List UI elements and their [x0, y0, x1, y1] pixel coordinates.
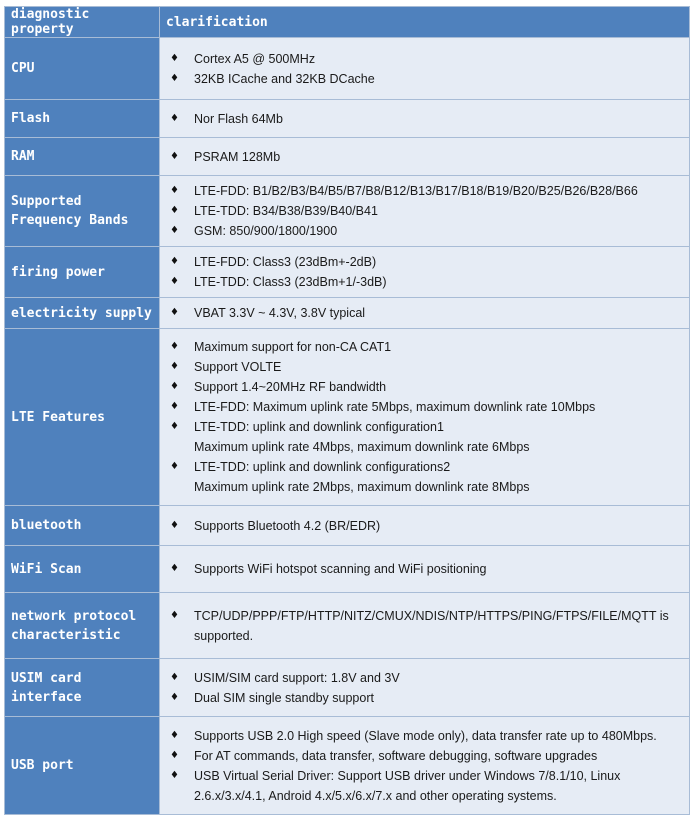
- list-item: ♦ For AT commands, data transfer, software debugging, software upgrades: [170, 746, 685, 766]
- clarification-cell: [160, 298, 690, 329]
- property-flash: Flash: [5, 100, 160, 138]
- property-ram: RAM: [5, 138, 160, 176]
- list-item: ♦ TCP/UDP/PPP/FTP/HTTP/NITZ/CMUX/NDIS/NTP/HTTPS/PING/FTPS/FILE/MQTT is supported.: [170, 606, 685, 646]
- property-usim-interface: USIM card interface: [5, 659, 160, 717]
- table-row: [5, 717, 690, 815]
- list-item: ♦ Dual SIM single standby support: [170, 688, 685, 708]
- clarification-cell: [160, 546, 690, 593]
- table-row: [5, 100, 690, 138]
- property-lte-features: LTE Features: [5, 329, 160, 506]
- clarification-cell: [160, 100, 690, 138]
- list-item: ♦ LTE-FDD: Class3 (23dBm+-2dB): [170, 252, 685, 272]
- list-item-continuation: Maximum uplink rate 4Mbps, maximum downlink rate 6Mbps: [194, 440, 530, 454]
- clarification-cell: [160, 593, 690, 659]
- clarification-cell: [160, 506, 690, 546]
- table-header-row: [5, 7, 690, 38]
- list-item-text: ♦ LTE-TDD: uplink and downlink configuration1: [194, 420, 444, 434]
- header-clarification: clarification: [160, 7, 690, 38]
- property-network-protocol: network protocol characteristic: [5, 593, 160, 659]
- property-frequency-bands: Supported Frequency Bands: [5, 176, 160, 247]
- list-item: [170, 457, 685, 497]
- list-item: ♦ Maximum support for non-CA CAT1: [170, 337, 685, 357]
- list-item: ♦ Nor Flash 64Mb: [170, 109, 685, 129]
- spec-table: [4, 6, 690, 815]
- list-item: ♦ LTE-FDD: B1/B2/B3/B4/B5/B7/B8/B12/B13/B17/B18/B19/B20/B25/B26/B28/B66: [170, 181, 685, 201]
- list-item: ♦ PSRAM 128Mb: [170, 147, 685, 167]
- list-item: ♦ VBAT 3.3V ~ 4.3V, 3.8V typical: [170, 303, 685, 323]
- clarification-cell: [160, 659, 690, 717]
- list-item: ♦ USB Virtual Serial Driver: Support USB driver under Windows 7/8.1/10, Linux 2.6.x/3.x/4.1, Android 4.x/5.x/6.x/7.x and other operating systems.: [170, 766, 685, 806]
- list-item: ♦ Supports Bluetooth 4.2 (BR/EDR): [170, 516, 685, 536]
- clarification-cell: [160, 38, 690, 100]
- list-item: ♦ GSM: 850/900/1800/1900: [170, 221, 685, 241]
- clarification-cell: [160, 176, 690, 247]
- list-item: ♦ 32KB ICache and 32KB DCache: [170, 69, 685, 89]
- header-property: diagnostic property: [5, 7, 160, 38]
- table-row: [5, 138, 690, 176]
- list-item: ♦ Cortex A5 @ 500MHz: [170, 49, 685, 69]
- clarification-cell: [160, 138, 690, 176]
- table-row: [5, 546, 690, 593]
- list-item: ♦ Support 1.4~20MHz RF bandwidth: [170, 377, 685, 397]
- list-item: ♦ Supports USB 2.0 High speed (Slave mode only), data transfer rate up to 480Mbps.: [170, 726, 685, 746]
- property-cpu: CPU: [5, 38, 160, 100]
- clarification-cell: [160, 717, 690, 815]
- property-firing-power: firing power: [5, 247, 160, 298]
- list-item: ♦ USIM/SIM card support: 1.8V and 3V: [170, 668, 685, 688]
- list-item-continuation: Maximum uplink rate 2Mbps, maximum downlink rate 8Mbps: [194, 480, 530, 494]
- list-item: ♦ Support VOLTE: [170, 357, 685, 377]
- clarification-cell: [160, 329, 690, 506]
- property-wifi-scan: WiFi Scan: [5, 546, 160, 593]
- list-item: [170, 417, 685, 457]
- property-bluetooth: bluetooth: [5, 506, 160, 546]
- clarification-cell: [160, 247, 690, 298]
- table-row: [5, 506, 690, 546]
- table-row: [5, 38, 690, 100]
- property-electricity-supply: electricity supply: [5, 298, 160, 329]
- list-item-text: ♦ LTE-TDD: uplink and downlink configurations2: [194, 460, 451, 474]
- table-row: [5, 329, 690, 506]
- property-usb-port: USB port: [5, 717, 160, 815]
- list-item: ♦ LTE-TDD: B34/B38/B39/B40/B41: [170, 201, 685, 221]
- table-row: [5, 659, 690, 717]
- list-item: ♦ LTE-FDD: Maximum uplink rate 5Mbps, maximum downlink rate 10Mbps: [170, 397, 685, 417]
- table-row: [5, 593, 690, 659]
- table-row: [5, 298, 690, 329]
- list-item: ♦ Supports WiFi hotspot scanning and WiFi positioning: [170, 559, 685, 579]
- table-row: [5, 176, 690, 247]
- table-row: [5, 247, 690, 298]
- list-item: ♦ LTE-TDD: Class3 (23dBm+1/-3dB): [170, 272, 685, 292]
